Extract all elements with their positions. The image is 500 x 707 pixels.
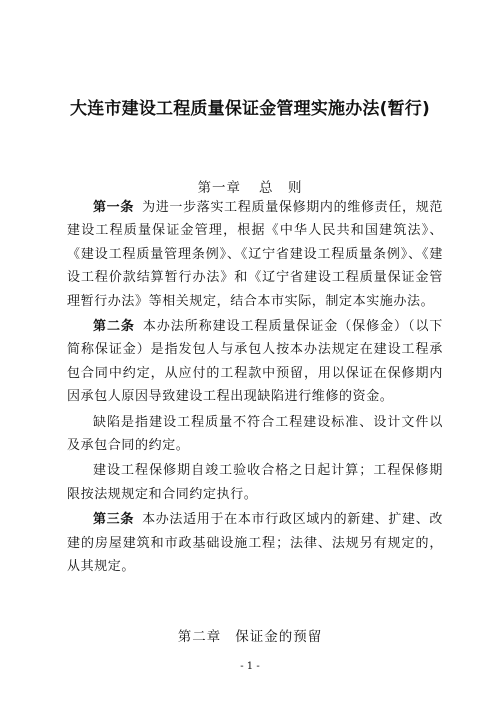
chapter-1-heading: [0, 176, 500, 196]
article-3-label: 第三条: [93, 512, 135, 528]
article-1-text: 为进一步落实工程质量保修期内的维修责任，规范建设工程质量保证金管理，根据《中华人民共和国建筑法》、《建设工程质量管理条例》、《辽宁省建设工程质量条例》、《建设工程价款结算暂行办法》和《辽宁省建设工程质量保证金管理暂行办法》等相关规定，结合本市实际，制定本实施办法。: [67, 200, 443, 309]
paragraph-warranty-period: 建设工程保修期自竣工验收合格之日起计算；工程保修期限按法规规定和合同约定执行。: [67, 463, 443, 502]
chapter-2-title: 保证金的预留: [235, 629, 323, 645]
article-2-label: 第二条: [93, 319, 135, 335]
chapter-1-number: 第一章: [197, 180, 241, 196]
article-2: [67, 315, 443, 409]
article-2-text: 本办法所称建设工程质量保证金（保修金）（以下简称保证金）是指发包人与承包人按本办法规定在建设工程承包合同中约定，从应付的工程款中预留，用以保证在保修期内因承包人原因导致建设工程出现缺陷进行维修的资金。: [67, 319, 443, 405]
article-3: [67, 508, 443, 578]
chapter-2-number: 第二章: [177, 629, 222, 645]
document-title: 大连市建设工程质量保证金管理实施办法(暂行): [70, 99, 430, 119]
chapter-2-heading: [0, 625, 500, 645]
paragraph-defect-definition: 缺陷是指建设工程质量不符合工程建设标准、设计文件以及承包合同的约定。: [67, 414, 443, 454]
document-body: [67, 196, 443, 581]
article-1-label: 第一条: [93, 200, 135, 215]
page-number: - 1 -: [240, 661, 260, 672]
article-1: [67, 196, 443, 313]
article-3-text: 本办法适用于在本市行政区域内的新建、扩建、改建的房屋建筑和市政基础设施工程；法律、法规另有规定的，从其规定。: [67, 512, 443, 575]
chapter-1-title: 总 则: [259, 180, 303, 196]
